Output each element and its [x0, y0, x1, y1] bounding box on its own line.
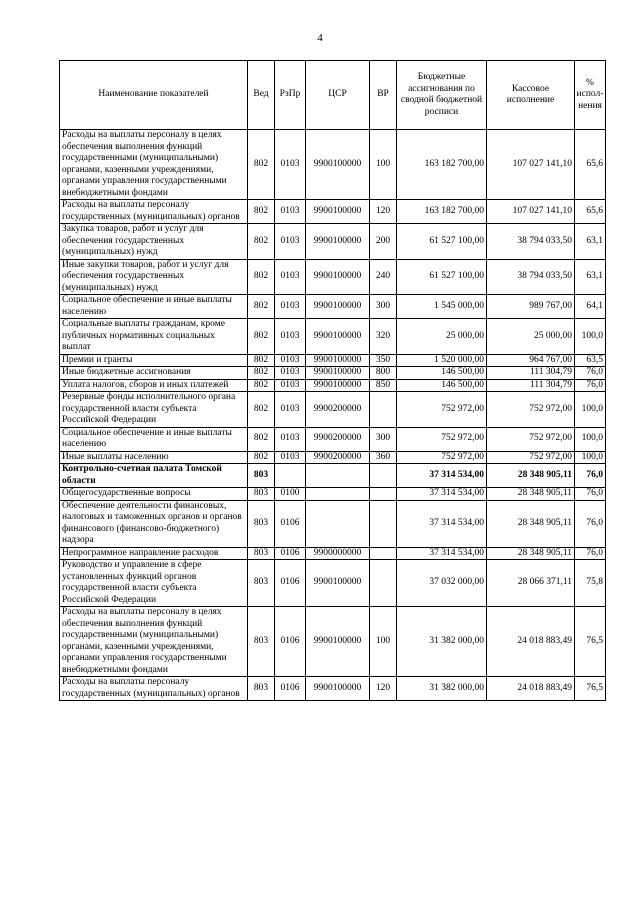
cell-name: Социальное обеспечение и иные выплаты населению: [60, 427, 248, 451]
cell-name: Резервные фонды исполнительного органа государственной власти субъекта Российской Федерации: [60, 392, 248, 428]
cell-rzpr: 0106: [275, 607, 306, 677]
cell-allocations: 37 032 000,00: [397, 560, 487, 607]
table-body: [60, 130, 606, 701]
cell-rzpr: 0103: [275, 451, 306, 464]
cell-cash-execution: 107 027 141,10: [487, 200, 575, 224]
cell-csr: 9900100000: [306, 677, 370, 701]
cell-ved: 803: [248, 547, 275, 560]
cell-csr: 9900200000: [306, 392, 370, 428]
cell-vr: 300: [370, 427, 397, 451]
cell-percent: 63,5: [575, 354, 606, 367]
cell-name: Обеспечение деятельности финансовых, налоговых и таможенных органов и органов финансового (финансово-бюджетного) надзора: [60, 500, 248, 547]
table-row: [60, 367, 606, 380]
cell-allocations: 146 500,00: [397, 367, 487, 380]
cell-name: Расходы на выплаты персоналу в целях обеспечения выполнения функций государственными (муниципальными) органами, казенными учреждениями, органами управления государственными внебюджетными фондами: [60, 607, 248, 677]
cell-ved: 803: [248, 464, 275, 488]
table-row: [60, 464, 606, 488]
table-header-row: [60, 61, 606, 130]
cell-percent: 100,0: [575, 319, 606, 355]
cell-ved: 803: [248, 607, 275, 677]
table-row: [60, 295, 606, 319]
cell-percent: 63,1: [575, 224, 606, 260]
cell-rzpr: 0103: [275, 379, 306, 392]
cell-allocations: 37 314 534,00: [397, 500, 487, 547]
cell-percent: 76,0: [575, 367, 606, 380]
cell-csr: 9900100000: [306, 200, 370, 224]
header-vr: ВР: [370, 61, 397, 130]
cell-cash-execution: 28 348 905,11: [487, 488, 575, 501]
cell-cash-execution: 28 066 371,11: [487, 560, 575, 607]
cell-csr: 9900000000: [306, 547, 370, 560]
cell-cash-execution: 28 348 905,11: [487, 500, 575, 547]
cell-cash-execution: 752 972,00: [487, 451, 575, 464]
cell-percent: 76,0: [575, 547, 606, 560]
cell-allocations: 163 182 700,00: [397, 130, 487, 200]
cell-percent: 76,0: [575, 488, 606, 501]
cell-ved: 802: [248, 224, 275, 260]
cell-vr: 120: [370, 677, 397, 701]
cell-name: Иные бюджетные ассигнования: [60, 367, 248, 380]
cell-allocations: 1 520 000,00: [397, 354, 487, 367]
cell-vr: 850: [370, 379, 397, 392]
table-row: [60, 224, 606, 260]
cell-percent: 63,1: [575, 259, 606, 295]
cell-allocations: 163 182 700,00: [397, 200, 487, 224]
cell-vr: 350: [370, 354, 397, 367]
cell-percent: 75,8: [575, 560, 606, 607]
cell-rzpr: 0103: [275, 367, 306, 380]
cell-vr: 300: [370, 295, 397, 319]
cell-rzpr: 0103: [275, 427, 306, 451]
cell-percent: 100,0: [575, 427, 606, 451]
cell-percent: 76,0: [575, 464, 606, 488]
cell-vr: 200: [370, 224, 397, 260]
cell-name: Общегосударственные вопросы: [60, 488, 248, 501]
cell-name: Непрограммное направление расходов: [60, 547, 248, 560]
header-allocations: Бюджетные ассигнования по сводной бюджетной росписи: [397, 61, 487, 130]
budget-execution-table: [59, 60, 606, 701]
cell-ved: 802: [248, 427, 275, 451]
cell-name: Уплата налогов, сборов и иных платежей: [60, 379, 248, 392]
cell-percent: 65,6: [575, 130, 606, 200]
cell-name: Премии и гранты: [60, 354, 248, 367]
cell-cash-execution: 24 018 883,49: [487, 677, 575, 701]
cell-cash-execution: 38 794 033,50: [487, 224, 575, 260]
cell-ved: 803: [248, 500, 275, 547]
cell-ved: 803: [248, 677, 275, 701]
table-row: [60, 488, 606, 501]
cell-rzpr: 0103: [275, 354, 306, 367]
table-row: [60, 379, 606, 392]
cell-cash-execution: 752 972,00: [487, 427, 575, 451]
cell-name: Расходы на выплаты персоналу в целях обеспечения выполнения функций государственными (муниципальными) органами, казенными учреждениями, органами управления государственными внебюджетными фондами: [60, 130, 248, 200]
page-number: 4: [317, 32, 323, 44]
cell-vr: 800: [370, 367, 397, 380]
cell-vr: 120: [370, 200, 397, 224]
header-cash-execution: Кассовое исполнение: [487, 61, 575, 130]
cell-csr: 9900100000: [306, 319, 370, 355]
cell-allocations: 61 527 100,00: [397, 259, 487, 295]
table-row: [60, 547, 606, 560]
cell-vr: 240: [370, 259, 397, 295]
cell-allocations: 752 972,00: [397, 392, 487, 428]
cell-csr: 9900100000: [306, 224, 370, 260]
cell-percent: 65,6: [575, 200, 606, 224]
cell-cash-execution: 752 972,00: [487, 392, 575, 428]
cell-csr: [306, 488, 370, 501]
cell-percent: 76,5: [575, 677, 606, 701]
cell-csr: [306, 500, 370, 547]
cell-vr: 100: [370, 130, 397, 200]
cell-cash-execution: 25 000,00: [487, 319, 575, 355]
cell-allocations: 146 500,00: [397, 379, 487, 392]
table-row: [60, 392, 606, 428]
cell-rzpr: 0103: [275, 295, 306, 319]
cell-csr: 9900100000: [306, 379, 370, 392]
cell-csr: 9900100000: [306, 354, 370, 367]
cell-allocations: 31 382 000,00: [397, 677, 487, 701]
cell-ved: 802: [248, 295, 275, 319]
cell-csr: 9900200000: [306, 427, 370, 451]
cell-cash-execution: 107 027 141,10: [487, 130, 575, 200]
cell-name: Социальное обеспечение и иные выплаты населению: [60, 295, 248, 319]
cell-rzpr: 0103: [275, 259, 306, 295]
cell-csr: 9900100000: [306, 130, 370, 200]
cell-ved: 803: [248, 488, 275, 501]
cell-name: Социальные выплаты гражданам, кроме публичных нормативных социальных выплат: [60, 319, 248, 355]
table-row: [60, 677, 606, 701]
cell-allocations: 752 972,00: [397, 451, 487, 464]
table-row: [60, 451, 606, 464]
cell-vr: [370, 560, 397, 607]
header-percent: % испол-нения: [575, 61, 606, 130]
header-csr: ЦСР: [306, 61, 370, 130]
cell-cash-execution: 964 767,00: [487, 354, 575, 367]
cell-rzpr: 0106: [275, 677, 306, 701]
cell-ved: 802: [248, 200, 275, 224]
table-row: [60, 130, 606, 200]
header-rzpr: РзПр: [275, 61, 306, 130]
cell-rzpr: 0103: [275, 392, 306, 428]
cell-cash-execution: 989 767,00: [487, 295, 575, 319]
cell-csr: 9900100000: [306, 259, 370, 295]
cell-name: Закупка товаров, работ и услуг для обеспечения государственных (муниципальных) нужд: [60, 224, 248, 260]
cell-allocations: 61 527 100,00: [397, 224, 487, 260]
cell-rzpr: 0106: [275, 560, 306, 607]
cell-ved: 802: [248, 259, 275, 295]
cell-name: Расходы на выплаты персоналу государственных (муниципальных) органов: [60, 677, 248, 701]
cell-csr: 9900100000: [306, 560, 370, 607]
cell-cash-execution: 28 348 905,11: [487, 464, 575, 488]
table-row: [60, 354, 606, 367]
cell-ved: 802: [248, 354, 275, 367]
table-row: [60, 607, 606, 677]
table-row: [60, 427, 606, 451]
table-row: [60, 500, 606, 547]
cell-rzpr: 0103: [275, 200, 306, 224]
table-row: [60, 259, 606, 295]
header-ved: Вед: [248, 61, 275, 130]
cell-rzpr: 0106: [275, 500, 306, 547]
cell-rzpr: 0103: [275, 224, 306, 260]
cell-csr: 9900100000: [306, 607, 370, 677]
cell-csr: 9900100000: [306, 367, 370, 380]
cell-rzpr: [275, 464, 306, 488]
cell-allocations: 31 382 000,00: [397, 607, 487, 677]
cell-vr: 320: [370, 319, 397, 355]
cell-allocations: 752 972,00: [397, 427, 487, 451]
cell-rzpr: 0103: [275, 130, 306, 200]
cell-percent: 76,5: [575, 607, 606, 677]
cell-name: Иные выплаты населению: [60, 451, 248, 464]
cell-cash-execution: 38 794 033,50: [487, 259, 575, 295]
cell-percent: 64,1: [575, 295, 606, 319]
cell-allocations: 37 314 534,00: [397, 547, 487, 560]
cell-percent: 76,0: [575, 379, 606, 392]
table-row: [60, 200, 606, 224]
cell-allocations: 37 314 534,00: [397, 464, 487, 488]
cell-ved: 803: [248, 560, 275, 607]
cell-name: Иные закупки товаров, работ и услуг для обеспечения государственных (муниципальных) нужд: [60, 259, 248, 295]
cell-percent: 100,0: [575, 392, 606, 428]
header-name: Наименование показателей: [60, 61, 248, 130]
cell-cash-execution: 28 348 905,11: [487, 547, 575, 560]
table-row: [60, 319, 606, 355]
cell-ved: 802: [248, 130, 275, 200]
cell-ved: 802: [248, 367, 275, 380]
table-row: [60, 560, 606, 607]
cell-name: Контрольно-счетная палата Томской области: [60, 464, 248, 488]
cell-ved: 802: [248, 451, 275, 464]
cell-vr: [370, 392, 397, 428]
cell-vr: [370, 547, 397, 560]
cell-csr: [306, 464, 370, 488]
cell-vr: 100: [370, 607, 397, 677]
cell-vr: [370, 500, 397, 547]
cell-vr: [370, 488, 397, 501]
cell-vr: 360: [370, 451, 397, 464]
cell-allocations: 37 314 534,00: [397, 488, 487, 501]
cell-csr: 9900200000: [306, 451, 370, 464]
cell-percent: 100,0: [575, 451, 606, 464]
cell-name: Расходы на выплаты персоналу государственных (муниципальных) органов: [60, 200, 248, 224]
cell-vr: [370, 464, 397, 488]
cell-cash-execution: 111 304,79: [487, 379, 575, 392]
cell-name: Руководство и управление в сфере установленных функций органов государственной власти субъекта Российской Федерации: [60, 560, 248, 607]
cell-percent: 76,0: [575, 500, 606, 547]
cell-cash-execution: 24 018 883,49: [487, 607, 575, 677]
cell-allocations: 25 000,00: [397, 319, 487, 355]
cell-allocations: 1 545 000,00: [397, 295, 487, 319]
cell-rzpr: 0103: [275, 319, 306, 355]
cell-ved: 802: [248, 379, 275, 392]
cell-ved: 802: [248, 392, 275, 428]
cell-csr: 9900100000: [306, 295, 370, 319]
cell-cash-execution: 111 304,79: [487, 367, 575, 380]
cell-rzpr: 0106: [275, 547, 306, 560]
cell-ved: 802: [248, 319, 275, 355]
cell-rzpr: 0100: [275, 488, 306, 501]
